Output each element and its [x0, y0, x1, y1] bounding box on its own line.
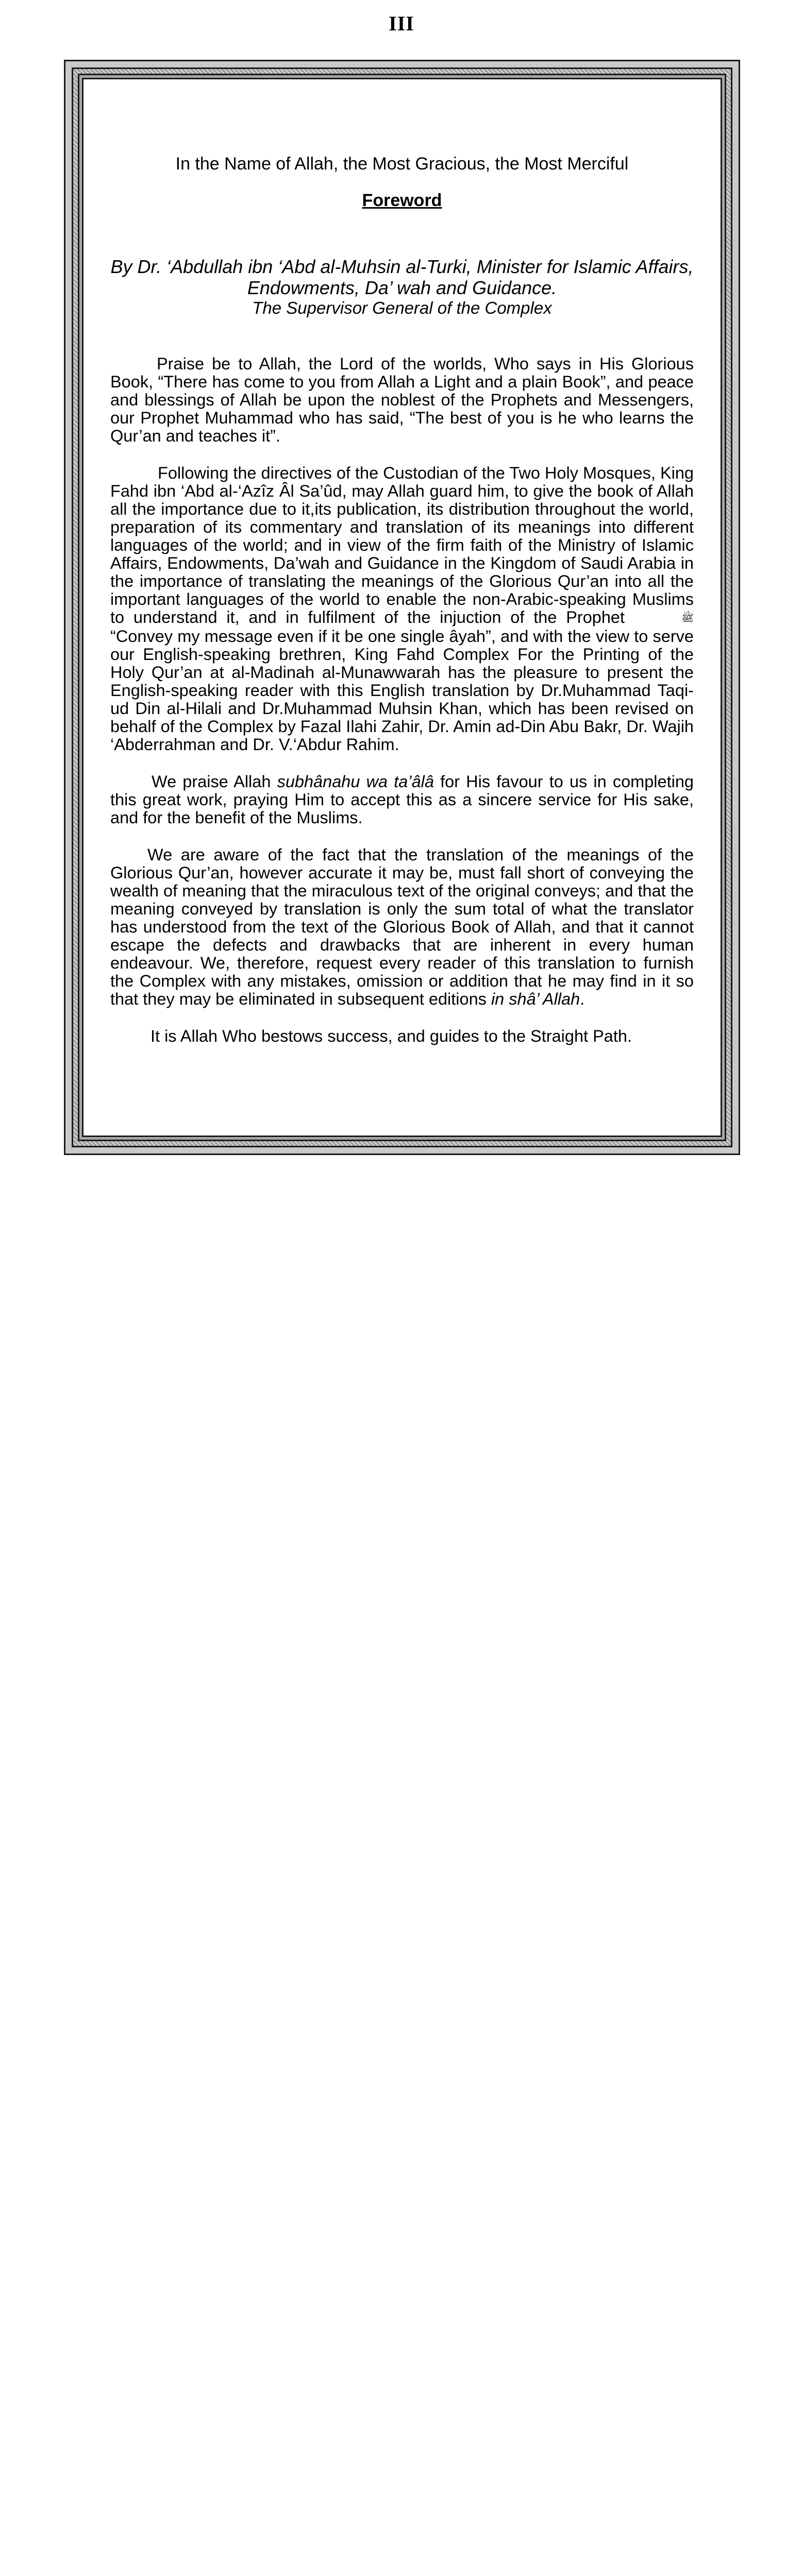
byline-line-2: Endowments, Da’ wah and Guidance. [247, 277, 557, 298]
directives-text-start: Following the directives of the Custodian of the Two Holy Mosques, King Fahd ibn ‘Abd al-‘Azîz Âl Sa’ûd, may Allah guard him, to give the book of Allah all the importance due to it,its publication, its distribution throughout the world, preparation of its commentary and translation of its meanings into different languages of the world; and in view of the firm faith of the Ministry of Islamic Affairs, Endowments, Da’wah and Guidance in the Kingdom of Saudi Arabia in the importance of translating the meanings of the Glorious Qur’an into all the important languages of the world to enable the non-Arabic-speaking Muslims to understand it, and in fulfilment of the injuction of the Prophet [110, 464, 694, 626]
author-byline [110, 256, 694, 298]
byline-role: The Supervisor General of the Complex [252, 298, 552, 317]
decorative-border [64, 60, 740, 1155]
basmala-heading: In the Name of Allah, the Most Gracious, the Most Merciful [175, 154, 629, 174]
praise-text-end: for His favour to us in completing this great work, praying Him to accept this as a sincere service for His sake, and for the benefit of the Muslims. [110, 772, 694, 827]
pbuh-symbol-icon: ﷺ [681, 612, 694, 624]
praise-italic-phrase: subhânahu wa ta’âlâ [277, 772, 434, 791]
byline-line-1: By Dr. ‘Abdullah ibn ‘Abd al-Muhsin al-Turki, Minister for Islamic Affairs, [110, 256, 694, 277]
paragraph-directives [110, 464, 694, 754]
border-inner-band [78, 74, 726, 1141]
limits-text-start: We are aware of the fact that the translation of the meanings of the Glorious Qur’an, however accurate it may be, must fall short of conveying the wealth of meaning that the miraculous text of the original conveys; and that the meaning conveyed by translation is only the sum total of what the translator has understood from the text of the Glorious Book of Allah, and that it cannot escape the defects and drawbacks that are inherent in every human endeavour. We, therefore, request every reader of this translation to furnish the Complex with any mistakes, omission or addition that he may find in it so that they may be eliminated in subsequent editions [110, 845, 694, 1008]
paragraph-praise-allah [110, 773, 694, 827]
foreword-title: Foreword [362, 191, 442, 210]
limits-italic-phrase: in shâ’ Allah [491, 989, 580, 1008]
praise-text-start: We praise Allah [152, 772, 277, 791]
foreword-content [82, 78, 722, 1137]
directives-text-end: “Convey my message even if it be one single âyah”, and with the view to serve our English-speaking brethren, King Fahd Complex For the Printing of the Holy Qur’an at al-Madinah al-Munawwarah has the pleasure to present the English-speaking reader with this English translation by Dr.Muhammad Taqi-ud Din al-Hilali and Dr.Muhammad Muhsin Khan, which has been revised on behalf of the Complex by Fazal Ilahi Zahir, Dr. Amin ad-Din Abu Bakr, Dr. Wajih ‘Abderrahman and Dr. V.‘Abdur Rahim. [110, 626, 694, 754]
limits-text-end: . [580, 989, 585, 1008]
paragraph-closing: It is Allah Who bestows success, and guides to the Straight Path. [150, 1026, 632, 1045]
border-pattern-band [72, 67, 732, 1147]
page-number: III [389, 12, 414, 35]
paragraph-translation-limits [110, 846, 694, 1008]
paragraph-praise: Praise be to Allah, the Lord of the worlds, Who says in His Glorious Book, “There has come to you from Allah a Light and a plain Book”, and peace and blessings of Allah be upon the noblest of the Prophets and Messengers, our Prophet Muhammad who has said, “The best of you is he who learns the Qur’an and teaches it”. [110, 354, 694, 445]
